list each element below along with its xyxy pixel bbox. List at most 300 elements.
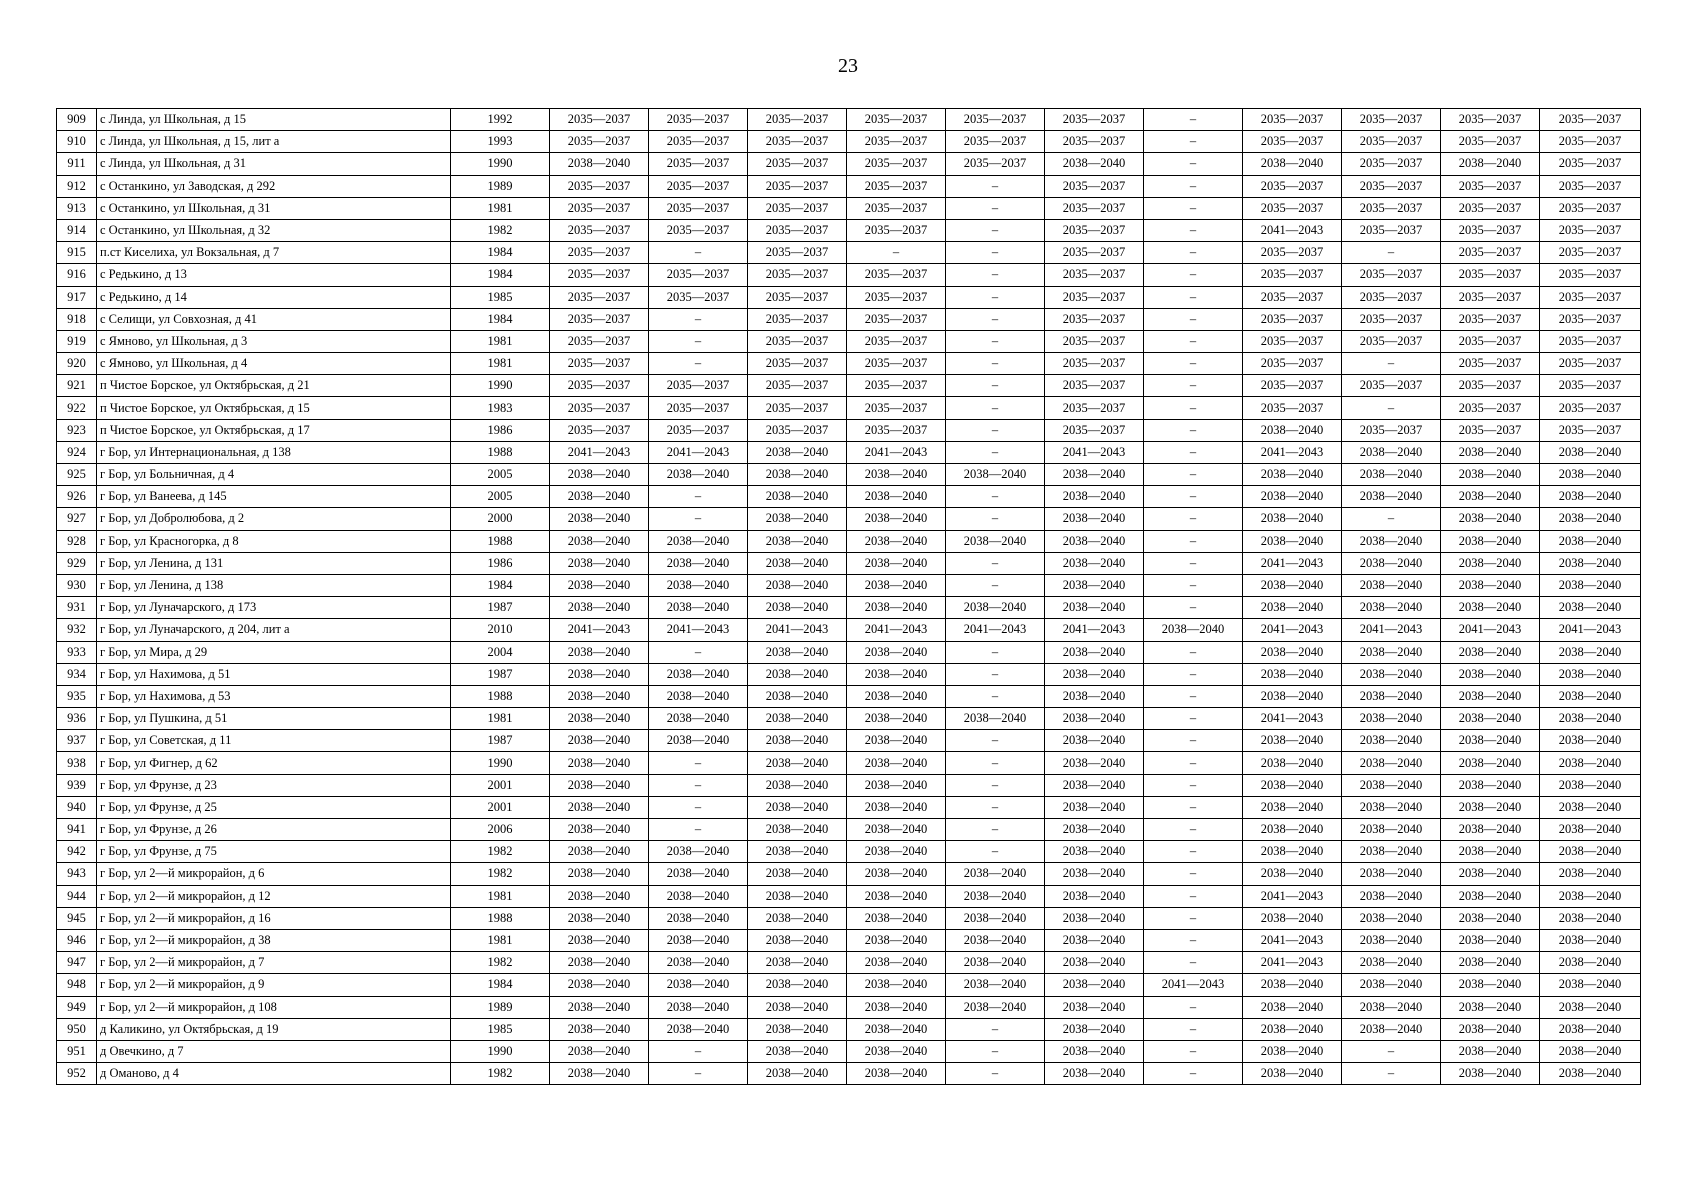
table-row xyxy=(57,597,1641,619)
cell-period-11: 2035—2037 xyxy=(1540,419,1641,441)
cell-period-2: 2035—2037 xyxy=(649,175,748,197)
cell-period-1: 2035—2037 xyxy=(550,330,649,352)
cell-period-8: 2038—2040 xyxy=(1243,996,1342,1018)
cell-period-4: 2038—2040 xyxy=(847,996,946,1018)
cell-period-2: – xyxy=(649,353,748,375)
cell-period-6: 2035—2037 xyxy=(1045,197,1144,219)
cell-row-number: 943 xyxy=(57,863,97,885)
cell-period-1: 2035—2037 xyxy=(550,109,649,131)
cell-period-6: 2038—2040 xyxy=(1045,708,1144,730)
cell-period-1: 2041—2043 xyxy=(550,619,649,641)
cell-period-3: 2035—2037 xyxy=(748,330,847,352)
cell-period-3: 2038—2040 xyxy=(748,441,847,463)
cell-period-4: 2035—2037 xyxy=(847,153,946,175)
cell-period-3: 2035—2037 xyxy=(748,131,847,153)
cell-period-8: 2041—2043 xyxy=(1243,929,1342,951)
cell-period-9: 2038—2040 xyxy=(1342,974,1441,996)
cell-period-4: 2035—2037 xyxy=(847,330,946,352)
cell-period-2: 2038—2040 xyxy=(649,685,748,707)
cell-period-9: 2038—2040 xyxy=(1342,996,1441,1018)
cell-period-2: 2035—2037 xyxy=(649,109,748,131)
cell-period-9: 2041—2043 xyxy=(1342,619,1441,641)
cell-period-4: 2038—2040 xyxy=(847,552,946,574)
cell-period-1: 2035—2037 xyxy=(550,131,649,153)
cell-period-7: – xyxy=(1144,663,1243,685)
cell-period-1: 2035—2037 xyxy=(550,397,649,419)
cell-period-6: 2038—2040 xyxy=(1045,730,1144,752)
table-row xyxy=(57,308,1641,330)
cell-period-8: 2038—2040 xyxy=(1243,464,1342,486)
cell-period-10: 2038—2040 xyxy=(1441,863,1540,885)
cell-period-2: 2035—2037 xyxy=(649,397,748,419)
cell-period-10: 2038—2040 xyxy=(1441,486,1540,508)
cell-address: г Бор, ул Красногорка, д 8 xyxy=(97,530,451,552)
cell-address: г Бор, ул Ленина, д 138 xyxy=(97,574,451,596)
cell-period-9: 2038—2040 xyxy=(1342,796,1441,818)
cell-row-number: 926 xyxy=(57,486,97,508)
table-row xyxy=(57,353,1641,375)
table-row xyxy=(57,109,1641,131)
cell-period-2: – xyxy=(649,774,748,796)
cell-period-2: 2035—2037 xyxy=(649,286,748,308)
cell-period-3: 2038—2040 xyxy=(748,486,847,508)
cell-period-11: 2038—2040 xyxy=(1540,530,1641,552)
cell-period-10: 2038—2040 xyxy=(1441,708,1540,730)
cell-period-10: 2038—2040 xyxy=(1441,1018,1540,1040)
cell-period-6: 2035—2037 xyxy=(1045,175,1144,197)
cell-row-number: 945 xyxy=(57,907,97,929)
cell-period-3: 2035—2037 xyxy=(748,308,847,330)
cell-period-5: – xyxy=(946,663,1045,685)
cell-period-5: – xyxy=(946,353,1045,375)
table-body xyxy=(57,109,1641,1085)
cell-period-9: 2038—2040 xyxy=(1342,907,1441,929)
table-row xyxy=(57,1018,1641,1040)
cell-period-4: 2038—2040 xyxy=(847,819,946,841)
cell-period-7: – xyxy=(1144,996,1243,1018)
cell-period-10: 2035—2037 xyxy=(1441,197,1540,219)
cell-period-11: 2038—2040 xyxy=(1540,752,1641,774)
cell-period-10: 2035—2037 xyxy=(1441,308,1540,330)
cell-period-6: 2035—2037 xyxy=(1045,219,1144,241)
cell-period-10: 2035—2037 xyxy=(1441,286,1540,308)
cell-period-9: 2038—2040 xyxy=(1342,486,1441,508)
cell-address: с Селищи, ул Совхозная, д 41 xyxy=(97,308,451,330)
cell-period-11: 2038—2040 xyxy=(1540,708,1641,730)
cell-period-7: – xyxy=(1144,330,1243,352)
cell-period-2: 2038—2040 xyxy=(649,907,748,929)
cell-period-8: 2038—2040 xyxy=(1243,486,1342,508)
cell-period-1: 2038—2040 xyxy=(550,708,649,730)
cell-period-5: 2038—2040 xyxy=(946,708,1045,730)
cell-row-number: 941 xyxy=(57,819,97,841)
cell-period-7: – xyxy=(1144,131,1243,153)
cell-row-number: 915 xyxy=(57,242,97,264)
cell-period-1: 2035—2037 xyxy=(550,308,649,330)
cell-period-4: 2038—2040 xyxy=(847,907,946,929)
cell-year-built: 2004 xyxy=(451,641,550,663)
cell-period-5: – xyxy=(946,419,1045,441)
cell-address: с Останкино, ул Школьная, д 31 xyxy=(97,197,451,219)
table-row xyxy=(57,885,1641,907)
cell-period-2: 2035—2037 xyxy=(649,419,748,441)
cell-period-6: 2038—2040 xyxy=(1045,1063,1144,1085)
cell-period-11: 2038—2040 xyxy=(1540,574,1641,596)
cell-period-11: 2038—2040 xyxy=(1540,730,1641,752)
table-row xyxy=(57,264,1641,286)
cell-period-5: 2038—2040 xyxy=(946,597,1045,619)
cell-address: п.ст Киселиха, ул Вокзальная, д 7 xyxy=(97,242,451,264)
cell-period-1: 2038—2040 xyxy=(550,796,649,818)
cell-period-1: 2035—2037 xyxy=(550,419,649,441)
cell-period-2: 2038—2040 xyxy=(649,929,748,951)
table-row xyxy=(57,508,1641,530)
cell-period-11: 2038—2040 xyxy=(1540,685,1641,707)
cell-period-5: 2038—2040 xyxy=(946,464,1045,486)
cell-address: г Бор, ул Фрунзе, д 23 xyxy=(97,774,451,796)
cell-period-6: 2038—2040 xyxy=(1045,841,1144,863)
cell-period-6: 2038—2040 xyxy=(1045,641,1144,663)
cell-period-6: 2035—2037 xyxy=(1045,353,1144,375)
cell-period-5: – xyxy=(946,486,1045,508)
cell-period-1: 2038—2040 xyxy=(550,486,649,508)
cell-address: г Бор, ул Ванеева, д 145 xyxy=(97,486,451,508)
cell-row-number: 948 xyxy=(57,974,97,996)
cell-period-6: 2041—2043 xyxy=(1045,619,1144,641)
cell-row-number: 936 xyxy=(57,708,97,730)
cell-period-9: 2038—2040 xyxy=(1342,552,1441,574)
cell-row-number: 925 xyxy=(57,464,97,486)
cell-period-4: 2038—2040 xyxy=(847,508,946,530)
cell-period-9: 2038—2040 xyxy=(1342,1018,1441,1040)
cell-period-4: 2035—2037 xyxy=(847,353,946,375)
cell-year-built: 1993 xyxy=(451,131,550,153)
cell-period-2: 2038—2040 xyxy=(649,574,748,596)
cell-period-11: 2035—2037 xyxy=(1540,286,1641,308)
cell-period-9: – xyxy=(1342,1040,1441,1062)
cell-period-1: 2038—2040 xyxy=(550,1063,649,1085)
cell-year-built: 2010 xyxy=(451,619,550,641)
cell-address: г Бор, ул 2—й микрорайон, д 38 xyxy=(97,929,451,951)
cell-period-6: 2038—2040 xyxy=(1045,774,1144,796)
cell-year-built: 1985 xyxy=(451,1018,550,1040)
cell-year-built: 1984 xyxy=(451,308,550,330)
cell-period-7: – xyxy=(1144,841,1243,863)
cell-period-10: 2038—2040 xyxy=(1441,819,1540,841)
cell-row-number: 920 xyxy=(57,353,97,375)
cell-period-6: 2038—2040 xyxy=(1045,1040,1144,1062)
cell-address: г Бор, ул Фрунзе, д 75 xyxy=(97,841,451,863)
cell-row-number: 951 xyxy=(57,1040,97,1062)
cell-period-4: – xyxy=(847,242,946,264)
cell-period-6: 2035—2037 xyxy=(1045,375,1144,397)
cell-period-5: – xyxy=(946,774,1045,796)
cell-address: г Бор, ул 2—й микрорайон, д 6 xyxy=(97,863,451,885)
cell-period-4: 2038—2040 xyxy=(847,730,946,752)
cell-period-4: 2038—2040 xyxy=(847,841,946,863)
cell-period-9: 2038—2040 xyxy=(1342,441,1441,463)
cell-period-5: – xyxy=(946,841,1045,863)
cell-year-built: 1990 xyxy=(451,752,550,774)
cell-period-8: 2038—2040 xyxy=(1243,796,1342,818)
cell-period-5: 2038—2040 xyxy=(946,863,1045,885)
cell-period-1: 2038—2040 xyxy=(550,685,649,707)
cell-period-11: 2038—2040 xyxy=(1540,952,1641,974)
cell-period-9: 2035—2037 xyxy=(1342,375,1441,397)
cell-year-built: 2005 xyxy=(451,486,550,508)
cell-address: п Чистое Борское, ул Октябрьская, д 17 xyxy=(97,419,451,441)
cell-period-4: 2038—2040 xyxy=(847,708,946,730)
cell-period-8: 2035—2037 xyxy=(1243,286,1342,308)
cell-address: г Бор, ул Фрунзе, д 26 xyxy=(97,819,451,841)
cell-period-3: 2035—2037 xyxy=(748,286,847,308)
cell-period-11: 2038—2040 xyxy=(1540,1040,1641,1062)
cell-period-10: 2038—2040 xyxy=(1441,574,1540,596)
cell-row-number: 947 xyxy=(57,952,97,974)
cell-period-1: 2038—2040 xyxy=(550,552,649,574)
cell-period-11: 2038—2040 xyxy=(1540,1018,1641,1040)
cell-year-built: 1981 xyxy=(451,330,550,352)
cell-period-1: 2038—2040 xyxy=(550,974,649,996)
cell-period-1: 2038—2040 xyxy=(550,153,649,175)
cell-period-3: 2038—2040 xyxy=(748,574,847,596)
cell-period-9: 2038—2040 xyxy=(1342,885,1441,907)
table-row xyxy=(57,841,1641,863)
cell-period-7: – xyxy=(1144,508,1243,530)
cell-period-1: 2038—2040 xyxy=(550,530,649,552)
cell-period-10: 2038—2040 xyxy=(1441,929,1540,951)
cell-period-4: 2038—2040 xyxy=(847,929,946,951)
cell-row-number: 917 xyxy=(57,286,97,308)
cell-period-10: 2038—2040 xyxy=(1441,1040,1540,1062)
cell-period-8: 2038—2040 xyxy=(1243,730,1342,752)
cell-period-4: 2038—2040 xyxy=(847,974,946,996)
cell-period-2: 2038—2040 xyxy=(649,530,748,552)
cell-period-11: 2035—2037 xyxy=(1540,131,1641,153)
cell-period-7: – xyxy=(1144,730,1243,752)
cell-period-3: 2035—2037 xyxy=(748,197,847,219)
cell-period-10: 2038—2040 xyxy=(1441,774,1540,796)
cell-period-3: 2035—2037 xyxy=(748,353,847,375)
cell-period-2: 2038—2040 xyxy=(649,974,748,996)
cell-year-built: 2001 xyxy=(451,796,550,818)
cell-period-2: – xyxy=(649,819,748,841)
cell-period-7: – xyxy=(1144,219,1243,241)
cell-period-1: 2038—2040 xyxy=(550,907,649,929)
cell-period-9: 2035—2037 xyxy=(1342,264,1441,286)
table-row xyxy=(57,574,1641,596)
cell-period-3: 2038—2040 xyxy=(748,796,847,818)
cell-period-5: – xyxy=(946,175,1045,197)
table-row xyxy=(57,552,1641,574)
cell-period-2: 2038—2040 xyxy=(649,663,748,685)
cell-period-9: 2035—2037 xyxy=(1342,286,1441,308)
cell-period-6: 2038—2040 xyxy=(1045,464,1144,486)
cell-address: г Бор, ул Ленина, д 131 xyxy=(97,552,451,574)
cell-period-1: 2038—2040 xyxy=(550,574,649,596)
cell-period-8: 2038—2040 xyxy=(1243,597,1342,619)
cell-period-6: 2038—2040 xyxy=(1045,996,1144,1018)
cell-period-10: 2038—2040 xyxy=(1441,1063,1540,1085)
cell-period-3: 2038—2040 xyxy=(748,929,847,951)
cell-row-number: 918 xyxy=(57,308,97,330)
cell-row-number: 914 xyxy=(57,219,97,241)
cell-row-number: 939 xyxy=(57,774,97,796)
cell-year-built: 1981 xyxy=(451,885,550,907)
cell-address: г Бор, ул 2—й микрорайон, д 108 xyxy=(97,996,451,1018)
cell-period-5: 2041—2043 xyxy=(946,619,1045,641)
cell-address: г Бор, ул 2—й микрорайон, д 9 xyxy=(97,974,451,996)
cell-period-4: 2035—2037 xyxy=(847,109,946,131)
cell-year-built: 1990 xyxy=(451,375,550,397)
cell-period-5: – xyxy=(946,641,1045,663)
cell-period-8: 2041—2043 xyxy=(1243,952,1342,974)
cell-address: г Бор, ул Пушкина, д 51 xyxy=(97,708,451,730)
table-row xyxy=(57,663,1641,685)
table-row xyxy=(57,175,1641,197)
cell-period-7: – xyxy=(1144,464,1243,486)
cell-period-5: – xyxy=(946,264,1045,286)
cell-row-number: 913 xyxy=(57,197,97,219)
cell-year-built: 1988 xyxy=(451,907,550,929)
cell-period-6: 2038—2040 xyxy=(1045,819,1144,841)
cell-period-4: 2035—2037 xyxy=(847,286,946,308)
cell-period-2: – xyxy=(649,796,748,818)
cell-period-2: 2038—2040 xyxy=(649,952,748,974)
cell-period-3: 2035—2037 xyxy=(748,375,847,397)
cell-period-5: 2038—2040 xyxy=(946,907,1045,929)
cell-row-number: 909 xyxy=(57,109,97,131)
cell-period-9: 2038—2040 xyxy=(1342,841,1441,863)
cell-period-7: – xyxy=(1144,397,1243,419)
table-row xyxy=(57,996,1641,1018)
cell-period-11: 2038—2040 xyxy=(1540,974,1641,996)
cell-year-built: 1989 xyxy=(451,996,550,1018)
cell-period-3: 2038—2040 xyxy=(748,641,847,663)
cell-period-10: 2038—2040 xyxy=(1441,530,1540,552)
cell-period-6: 2035—2037 xyxy=(1045,397,1144,419)
cell-period-3: 2038—2040 xyxy=(748,685,847,707)
table-row xyxy=(57,819,1641,841)
cell-year-built: 2006 xyxy=(451,819,550,841)
cell-period-1: 2038—2040 xyxy=(550,952,649,974)
cell-address: г Бор, ул Нахимова, д 51 xyxy=(97,663,451,685)
cell-period-9: 2038—2040 xyxy=(1342,641,1441,663)
cell-period-3: 2038—2040 xyxy=(748,752,847,774)
cell-period-3: 2035—2037 xyxy=(748,264,847,286)
cell-period-2: – xyxy=(649,752,748,774)
cell-period-4: 2035—2037 xyxy=(847,131,946,153)
cell-period-5: – xyxy=(946,197,1045,219)
cell-period-2: 2038—2040 xyxy=(649,552,748,574)
cell-year-built: 1982 xyxy=(451,863,550,885)
cell-period-11: 2038—2040 xyxy=(1540,796,1641,818)
cell-period-3: 2038—2040 xyxy=(748,1063,847,1085)
cell-period-7: – xyxy=(1144,375,1243,397)
cell-period-2: 2038—2040 xyxy=(649,464,748,486)
page-number: 23 xyxy=(838,55,858,77)
table-row xyxy=(57,397,1641,419)
cell-period-10: 2038—2040 xyxy=(1441,508,1540,530)
cell-period-5: 2035—2037 xyxy=(946,131,1045,153)
cell-year-built: 1983 xyxy=(451,397,550,419)
cell-period-4: 2035—2037 xyxy=(847,419,946,441)
cell-period-3: 2035—2037 xyxy=(748,175,847,197)
cell-period-3: 2038—2040 xyxy=(748,952,847,974)
cell-period-10: 2038—2040 xyxy=(1441,663,1540,685)
cell-period-5: – xyxy=(946,796,1045,818)
cell-address: г Бор, ул Советская, д 11 xyxy=(97,730,451,752)
cell-period-8: 2035—2037 xyxy=(1243,353,1342,375)
cell-period-4: 2038—2040 xyxy=(847,574,946,596)
cell-period-8: 2038—2040 xyxy=(1243,530,1342,552)
cell-period-7: – xyxy=(1144,175,1243,197)
cell-period-2: 2038—2040 xyxy=(649,597,748,619)
cell-period-8: 2035—2037 xyxy=(1243,175,1342,197)
cell-year-built: 1981 xyxy=(451,708,550,730)
cell-period-6: 2038—2040 xyxy=(1045,952,1144,974)
cell-period-5: – xyxy=(946,752,1045,774)
cell-period-1: 2038—2040 xyxy=(550,464,649,486)
cell-period-9: 2038—2040 xyxy=(1342,574,1441,596)
cell-period-11: 2035—2037 xyxy=(1540,397,1641,419)
cell-period-7: – xyxy=(1144,641,1243,663)
table-row xyxy=(57,131,1641,153)
cell-year-built: 1992 xyxy=(451,109,550,131)
cell-period-10: 2035—2037 xyxy=(1441,109,1540,131)
cell-year-built: 1987 xyxy=(451,663,550,685)
cell-period-8: 2035—2037 xyxy=(1243,131,1342,153)
cell-period-6: 2035—2037 xyxy=(1045,242,1144,264)
cell-period-10: 2035—2037 xyxy=(1441,219,1540,241)
cell-period-11: 2035—2037 xyxy=(1540,375,1641,397)
cell-period-4: 2038—2040 xyxy=(847,530,946,552)
cell-period-9: 2038—2040 xyxy=(1342,863,1441,885)
cell-period-10: 2035—2037 xyxy=(1441,175,1540,197)
cell-address: г Бор, ул Фигнер, д 62 xyxy=(97,752,451,774)
cell-period-9: 2038—2040 xyxy=(1342,929,1441,951)
cell-period-7: – xyxy=(1144,863,1243,885)
cell-period-3: 2038—2040 xyxy=(748,508,847,530)
cell-period-4: 2038—2040 xyxy=(847,1018,946,1040)
cell-address: г Бор, ул 2—й микрорайон, д 16 xyxy=(97,907,451,929)
table-row xyxy=(57,375,1641,397)
table-row xyxy=(57,242,1641,264)
cell-address: с Ямново, ул Школьная, д 3 xyxy=(97,330,451,352)
cell-period-3: 2038—2040 xyxy=(748,841,847,863)
cell-period-8: 2038—2040 xyxy=(1243,419,1342,441)
cell-period-8: 2038—2040 xyxy=(1243,1018,1342,1040)
cell-period-4: 2035—2037 xyxy=(847,397,946,419)
cell-period-2: – xyxy=(649,508,748,530)
cell-period-3: 2038—2040 xyxy=(748,885,847,907)
cell-year-built: 1984 xyxy=(451,974,550,996)
cell-row-number: 937 xyxy=(57,730,97,752)
cell-period-9: 2035—2037 xyxy=(1342,153,1441,175)
cell-period-7: – xyxy=(1144,286,1243,308)
cell-period-7: – xyxy=(1144,441,1243,463)
cell-period-3: 2038—2040 xyxy=(748,464,847,486)
cell-period-2: – xyxy=(649,1063,748,1085)
cell-period-1: 2035—2037 xyxy=(550,175,649,197)
cell-period-9: 2035—2037 xyxy=(1342,219,1441,241)
cell-period-9: 2038—2040 xyxy=(1342,530,1441,552)
cell-year-built: 1982 xyxy=(451,841,550,863)
cell-period-10: 2035—2037 xyxy=(1441,242,1540,264)
cell-period-6: 2035—2037 xyxy=(1045,109,1144,131)
cell-period-7: – xyxy=(1144,929,1243,951)
table-row xyxy=(57,774,1641,796)
